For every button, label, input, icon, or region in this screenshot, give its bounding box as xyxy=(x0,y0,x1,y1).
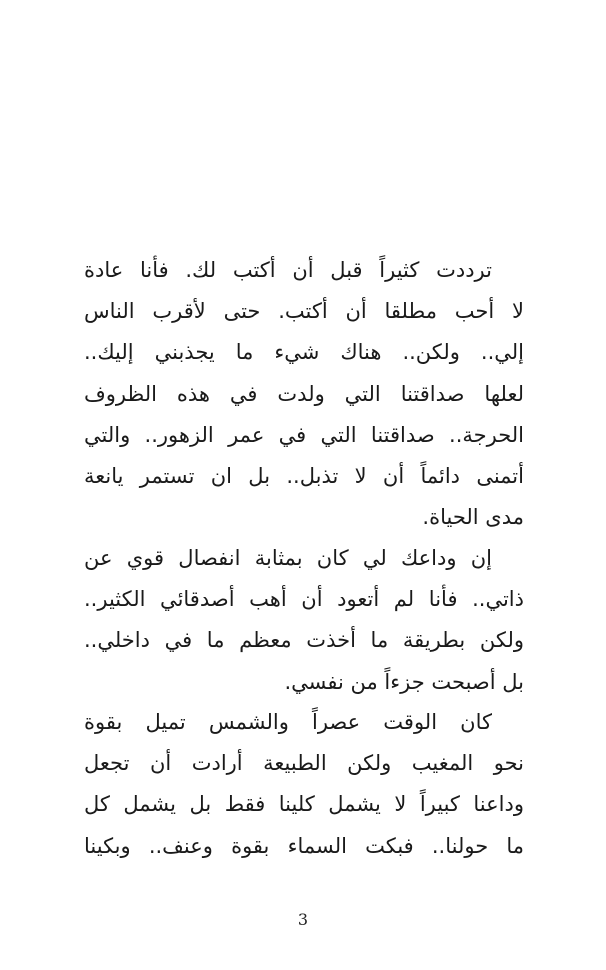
text-line: لا أحب مطلقا أن أكتب. حتى لأقرب الناس xyxy=(84,299,524,324)
text-line: ما حولنا.. فبكت السماء بقوة وعنف.. وبكينا xyxy=(84,833,524,858)
text-line: أتمنى دائماً أن لا تذبل.. بل ان تستمر يانعة xyxy=(84,464,524,489)
paragraph-2 xyxy=(84,538,524,703)
text-line: الحرجة.. صداقتنا التي في عمر الزهور.. والتي xyxy=(84,422,524,447)
text-line: ذاتي.. فأنا لم أتعود أن أهب أصدقائي الكثير.. xyxy=(84,587,524,612)
text-line: ولكن بطريقة ما أخذت معظم ما في داخلي.. xyxy=(84,628,524,653)
text-line: مدى الحياة. xyxy=(422,505,524,530)
text-line: ترددت كثيراً قبل أن أكتب لك. فأنا عادة xyxy=(84,258,492,282)
page-number: 3 xyxy=(297,910,309,929)
paragraph-3 xyxy=(84,702,524,867)
text-line: بل أصبحت جزءاً من نفسي. xyxy=(284,669,524,694)
text-line: نحو المغيب ولكن الطبيعة أرادت أن تجعل xyxy=(84,751,524,776)
text-line: وداعنا كبيراً لا يشمل كلينا فقط بل يشمل كل xyxy=(84,792,524,817)
text-line: إلي.. ولكن.. هناك شيء ما يجذبني إليك.. xyxy=(84,340,524,365)
paragraph-1 xyxy=(84,250,524,538)
text-line: كان الوقت عصراً والشمس تميل بقوة xyxy=(84,710,492,734)
text-line: لعلها صداقتنا التي ولدت في هذه الظروف xyxy=(84,381,524,406)
text-line: إن وداعك لي كان بمثابة انفصال قوي عن xyxy=(84,546,492,570)
